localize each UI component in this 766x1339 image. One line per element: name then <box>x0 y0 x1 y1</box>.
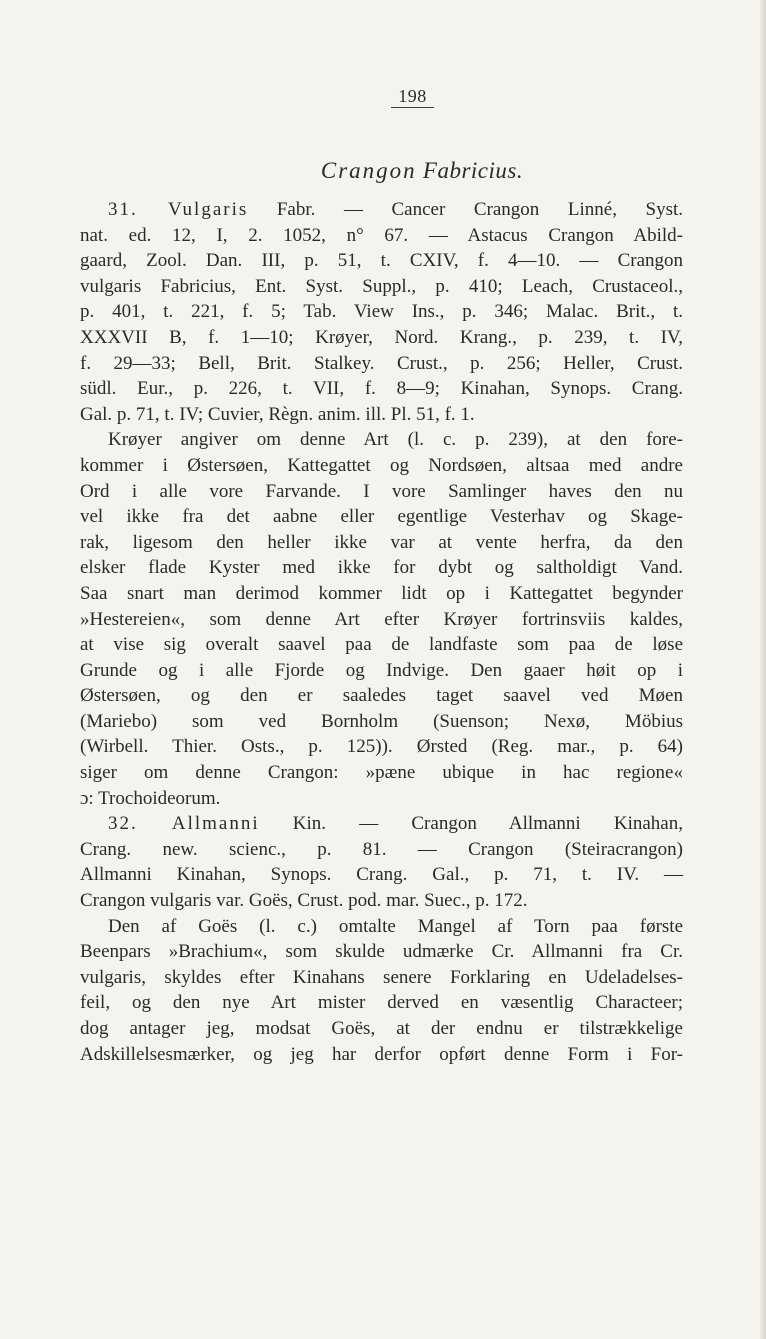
text-line <box>80 530 683 556</box>
line-text: (Mariebo) som ved Bornholm (Suenson; Nexø, Möbius <box>80 710 683 732</box>
text-line <box>80 223 683 249</box>
text-line <box>80 939 683 965</box>
line-text: siger om denne Crangon: »pæne ubique in hac regione« <box>80 762 683 784</box>
line-text: (Wirbell. Thier. Osts., p. 125)). Ørsted (Reg. mar., p. 64) <box>80 736 683 758</box>
text-line <box>80 965 683 991</box>
text-line <box>80 734 683 760</box>
text-line <box>80 786 683 812</box>
genus-author: Fabricius. <box>422 158 524 183</box>
text-line <box>80 376 683 402</box>
line-text: Grunde og i alle Fjorde og Indvige. Den gaaer høit op i <box>80 659 683 681</box>
page-edge-shadow <box>760 0 766 1339</box>
text-line <box>80 504 683 530</box>
line-text: XXXVII B, f. 1—10; Krøyer, Nord. Krang., p. 239, t. IV, <box>80 326 683 348</box>
line-text: at vise sig overalt saavel paa de landfaste som paa de løse <box>80 634 683 656</box>
text-line <box>80 402 683 428</box>
text-line <box>80 479 683 505</box>
line-text: elsker flade Kyster med ikke for dybt og saltholdigt Vand. <box>80 557 683 579</box>
line-text: Østersøen, og den er saaledes taget saavel ved Møen <box>80 685 683 707</box>
line-text: Beenpars »Brachium«, som skulde udmærke Cr. Allmanni fra Cr. <box>80 941 683 963</box>
page-number <box>0 86 766 107</box>
text-line <box>80 760 683 786</box>
text-line <box>80 683 683 709</box>
line-text: p. 401, t. 221, f. 5; Tab. View Ins., p. 346; Malac. Brit., t. <box>80 301 683 323</box>
text-line <box>80 1016 683 1042</box>
body-text <box>80 197 683 1067</box>
text-line <box>80 427 683 453</box>
text-line <box>80 658 683 684</box>
text-line <box>80 811 683 837</box>
line-text: vulgaris, skyldes efter Kinahans senere Forklaring en Udeladelses- <box>80 966 683 988</box>
genus-name: Crangon <box>320 158 417 183</box>
text-line <box>80 197 683 223</box>
text-line <box>80 862 683 888</box>
line-text: Krøyer angiver om denne Art (l. c. p. 239), at den fore- <box>108 429 683 451</box>
text-line <box>80 351 683 377</box>
text-line <box>80 555 683 581</box>
text-line <box>80 299 683 325</box>
line-text: »Hestereien«, som denne Art efter Krøyer fortrinsviis kaldes, <box>80 608 683 630</box>
text-line <box>80 1042 683 1068</box>
line-text: Adskillelsesmærker, og jeg har derfor opført denne Form i For- <box>80 1043 683 1065</box>
text-line <box>80 837 683 863</box>
line-text: Fabr. — Cancer Crangon Linné, Syst. <box>248 199 684 220</box>
text-line <box>80 914 683 940</box>
line-text: nat. ed. 12, I, 2. 1052, n° 67. — Astacus Crangon Abild- <box>80 224 683 246</box>
text-line <box>80 453 683 479</box>
line-text: kommer i Østersøen, Kattegattet og Nordsøen, altsaa med andre <box>80 454 683 476</box>
line-text: Den af Goës (l. c.) omtalte Mangel af Torn paa første <box>108 915 683 937</box>
line-text: Crangon vulgaris var. Goës, Crust. pod. mar. Suec., p. 172. <box>80 890 528 912</box>
line-text: vel ikke fra det aabne eller egentlige Vesterhav og Skage- <box>80 506 683 528</box>
line-text: Allmanni Kinahan, Synops. Crang. Gal., p. 71, t. IV. — <box>80 864 683 886</box>
line-text: dog antager jeg, modsat Goës, at der endnu er tilstrækkelige <box>80 1018 683 1039</box>
species-name: 31. Vulgaris <box>108 199 249 220</box>
line-text: f. 29—33; Bell, Brit. Stalkey. Crust., p. 256; Heller, Crust. <box>80 352 683 374</box>
genus-heading <box>0 158 766 184</box>
text-line <box>80 274 683 300</box>
line-text: Kin. — Crangon Allmanni Kinahan, <box>259 813 683 835</box>
line-text: Gal. p. 71, t. IV; Cuvier, Règn. anim. ill. Pl. 51, f. 1. <box>80 403 475 425</box>
line-text: gaard, Zool. Dan. III, p. 51, t. CXIV, f. 4—10. — Crangon <box>80 250 683 272</box>
line-text: Saa snart man derimod kommer lidt op i Kattegattet begynder <box>80 582 683 604</box>
line-text: Ord i alle vore Farvande. I vore Samlinger haves den nu <box>80 480 683 502</box>
text-line <box>80 607 683 633</box>
text-line <box>80 632 683 658</box>
line-text: rak, ligesom den heller ikke var at vente herfra, da den <box>80 531 683 553</box>
text-line <box>80 248 683 274</box>
text-line <box>80 581 683 607</box>
line-text: feil, og den nye Art mister derved en væsentlig Characteer; <box>80 992 683 1014</box>
text-line <box>80 709 683 735</box>
text-line <box>80 888 683 914</box>
species-name: 32. Allmanni <box>108 813 260 835</box>
text-line <box>80 990 683 1016</box>
line-text: südl. Eur., p. 226, t. VII, f. 8—9; Kinahan, Synops. Crang. <box>80 378 683 400</box>
text-line <box>80 325 683 351</box>
line-text: vulgaris Fabricius, Ent. Syst. Suppl., p. 410; Leach, Crustaceol., <box>80 275 683 297</box>
page-number-text: 198 <box>391 86 434 108</box>
line-text: Crang. new. scienc., p. 81. — Crangon (Steiracrangon) <box>80 838 683 860</box>
line-text: ɔ: Trochoideorum. <box>80 787 221 809</box>
